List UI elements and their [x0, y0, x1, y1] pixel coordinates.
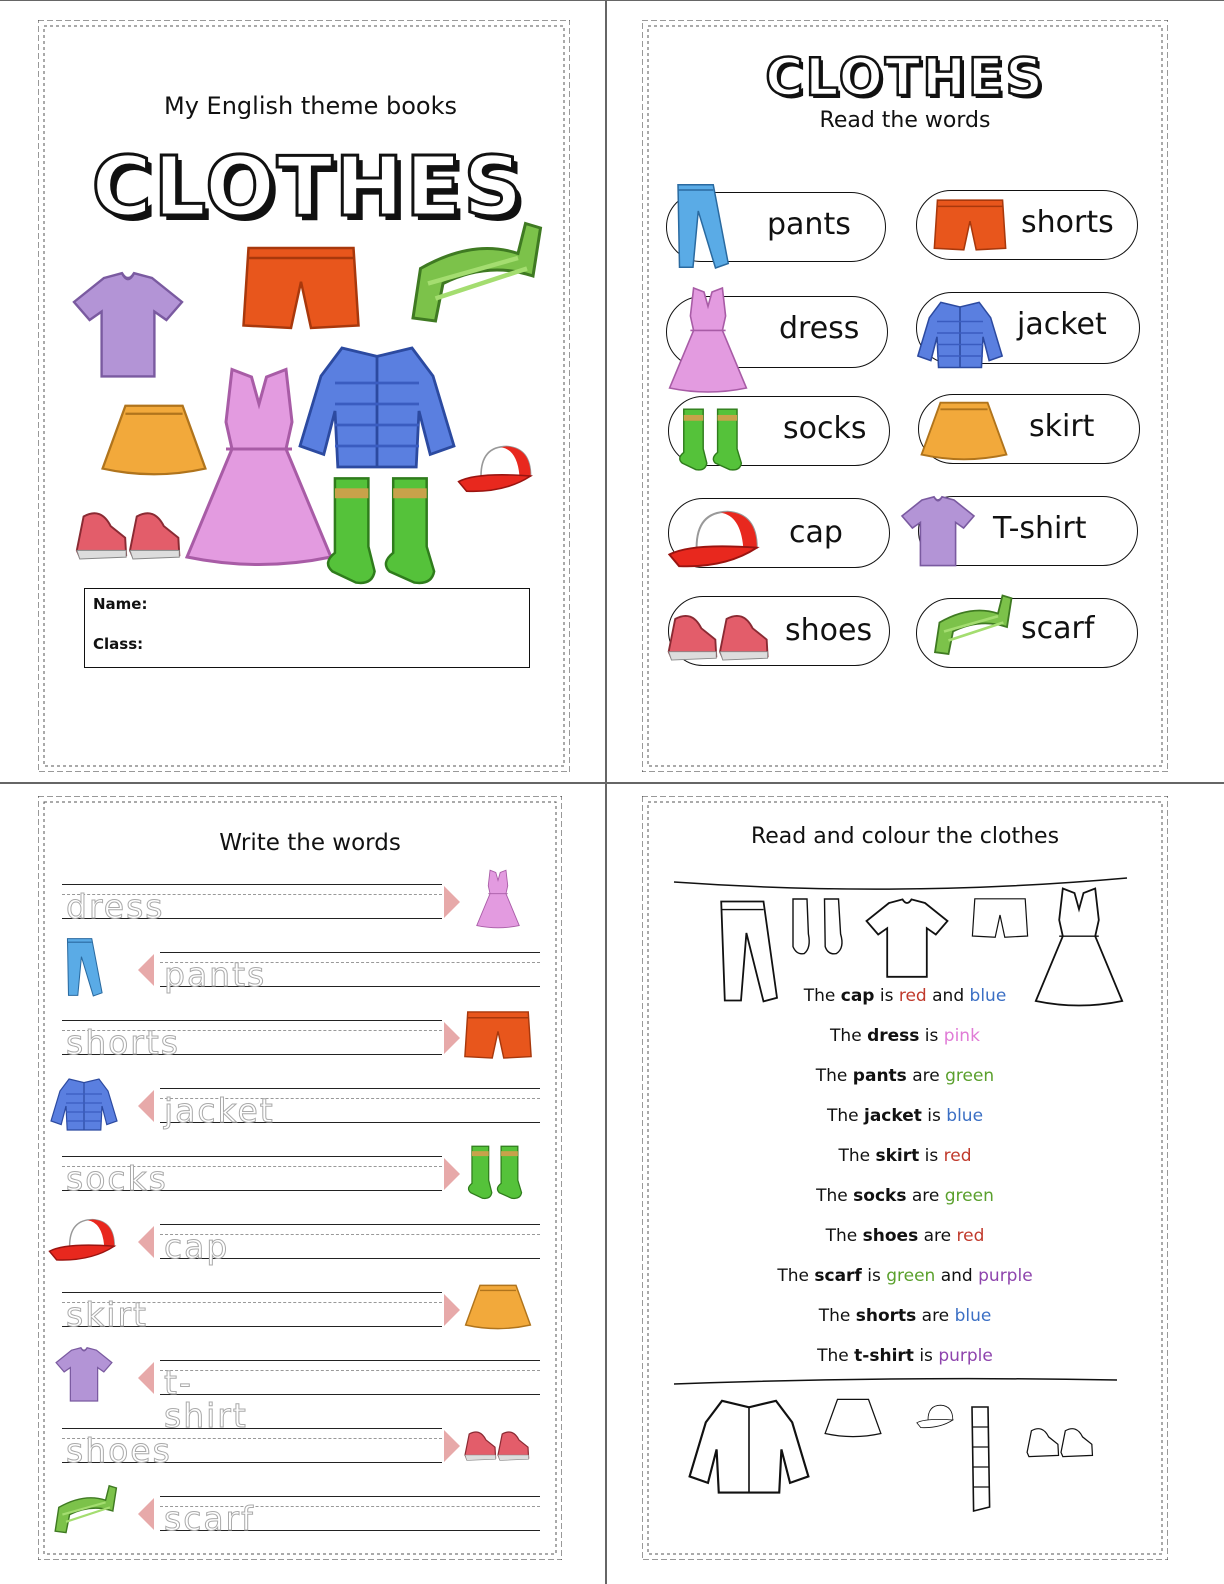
cap-outline-icon[interactable] — [916, 1398, 956, 1434]
guide-line-top — [160, 1360, 540, 1361]
colour-sentence — [642, 1026, 1168, 1046]
scarf-icon — [48, 1480, 120, 1542]
dress-icon — [184, 362, 334, 572]
trace-word[interactable]: cap — [164, 1227, 230, 1266]
sentence-colour: purple — [938, 1346, 993, 1366]
guide-line-top — [160, 1224, 540, 1225]
sentence-the: The — [815, 1066, 853, 1086]
guide-line-top — [62, 884, 442, 885]
sentence-item: dress — [867, 1026, 920, 1046]
jacket-icon — [914, 294, 1006, 372]
tshirt-icon — [68, 256, 188, 396]
trace-word[interactable]: jacket — [164, 1091, 275, 1130]
sentence-colour: green — [945, 1066, 995, 1086]
colour-sentence — [642, 1306, 1168, 1326]
sentence-colour: red — [956, 1226, 985, 1246]
arrow-icon — [138, 1090, 154, 1122]
scarf-outline-icon[interactable] — [964, 1386, 996, 1532]
colour-sentence — [642, 1106, 1168, 1126]
colour-sentence — [642, 1186, 1168, 1206]
outer-border — [0, 0, 1224, 1]
guide-line-top — [160, 1496, 540, 1497]
trace-word[interactable]: scarf — [164, 1499, 255, 1538]
sentence-item: cap — [840, 986, 875, 1006]
skirt-icon — [462, 1276, 534, 1338]
sentence-item: t-shirt — [854, 1346, 914, 1366]
sentence-verb: is — [919, 1026, 944, 1046]
vertical-divider — [605, 0, 607, 1584]
shoes-icon — [664, 600, 776, 666]
trace-word[interactable]: shorts — [66, 1023, 180, 1062]
colour-sentence — [642, 1266, 1168, 1286]
sentence-the: The — [826, 1106, 864, 1126]
scarf-icon — [926, 590, 1016, 664]
sentence-colour: blue — [969, 986, 1007, 1006]
guide-line-top — [62, 1156, 442, 1157]
sentence-the: The — [816, 1186, 854, 1206]
sentence-colour: red — [898, 986, 927, 1006]
sentence-colour: purple — [978, 1266, 1033, 1286]
guide-line-top — [62, 1020, 442, 1021]
arrow-icon — [138, 1362, 154, 1394]
sentence-colour: pink — [943, 1026, 980, 1046]
tshirt-icon — [898, 486, 978, 578]
word-dress: dress — [779, 311, 860, 346]
guide-line-top — [160, 1088, 540, 1089]
scarf-icon — [398, 216, 548, 336]
sentence-verb: is — [861, 1266, 887, 1286]
read-words-page — [642, 20, 1168, 772]
shoes-outline-icon[interactable] — [1024, 1412, 1098, 1468]
cover-subtitle: My English theme books — [164, 92, 457, 120]
shorts-icon — [226, 238, 376, 338]
word-scarf: scarf — [1021, 611, 1095, 646]
sentence-verb: is — [921, 1106, 947, 1126]
sentence-item: scarf — [814, 1266, 862, 1286]
arrow-icon — [138, 1226, 154, 1258]
write-row-shorts — [0, 1020, 180, 1062]
cap-icon — [456, 440, 538, 496]
cover-title: CLOTHES — [91, 140, 525, 235]
write-row-socks — [0, 1156, 168, 1198]
colour-sentences — [642, 986, 1168, 1376]
word-skirt: skirt — [1029, 409, 1095, 444]
word-pants: pants — [767, 207, 851, 242]
trace-word[interactable]: socks — [66, 1159, 168, 1198]
sentence-colour: red — [943, 1146, 972, 1166]
class-label: Class: — [93, 635, 144, 653]
shoes-icon — [462, 1412, 534, 1474]
trace-word[interactable]: shoes — [66, 1431, 172, 1470]
tshirt-outline-icon[interactable] — [862, 894, 952, 984]
arrow-icon — [444, 1158, 460, 1190]
sentence-colour: blue — [954, 1306, 992, 1326]
shorts-outline-icon[interactable] — [968, 894, 1032, 942]
jacket-icon — [48, 1072, 120, 1134]
word-shorts: shorts — [1021, 205, 1114, 240]
trace-word[interactable]: skirt — [66, 1295, 148, 1334]
name-field[interactable] — [155, 593, 515, 617]
sentence-item: pants — [852, 1066, 907, 1086]
guide-line-top — [62, 1292, 442, 1293]
sentence-verb: are — [918, 1226, 957, 1246]
sentence-verb: is — [874, 986, 899, 1006]
sentence-verb: is — [919, 1146, 944, 1166]
word-jacket: jacket — [1017, 307, 1107, 342]
sentence-and: and — [926, 986, 970, 1006]
shorts-icon — [924, 194, 1016, 256]
arrow-icon — [138, 954, 154, 986]
arrow-icon — [444, 886, 460, 918]
skirt-outline-icon[interactable] — [822, 1396, 884, 1440]
word-shoes: shoes — [785, 613, 873, 648]
colour-sentence — [642, 1066, 1168, 1086]
colour-sentence — [642, 986, 1168, 1006]
arrow-icon — [444, 1022, 460, 1054]
socks-outline-icon[interactable] — [786, 892, 856, 962]
shorts-icon — [462, 1004, 534, 1066]
skirt-icon — [916, 398, 1012, 464]
sentence-the: The — [838, 1146, 876, 1166]
cap-icon — [666, 504, 766, 572]
tshirt-icon — [48, 1344, 120, 1406]
arrow-icon — [444, 1430, 460, 1462]
sentence-colour: blue — [946, 1106, 984, 1126]
word-cap: cap — [789, 515, 843, 550]
colour-title: Read and colour the clothes — [750, 824, 1060, 849]
write-title: Write the words — [219, 830, 401, 856]
write-row-tshirt — [0, 1360, 248, 1435]
name-label: Name: — [93, 595, 148, 613]
write-row-shoes — [0, 1428, 172, 1470]
sentence-the: The — [818, 1306, 856, 1326]
class-field[interactable] — [155, 633, 515, 657]
sentence-verb: are — [906, 1186, 945, 1206]
dress-icon — [666, 284, 750, 396]
colour-sentence — [642, 1146, 1168, 1166]
word-socks: socks — [783, 411, 867, 446]
sentence-colour: green — [944, 1186, 994, 1206]
write-row-dress — [0, 884, 165, 926]
sentence-and: and — [935, 1266, 979, 1286]
horizontal-divider — [0, 782, 1224, 784]
colour-sentence — [642, 1346, 1168, 1366]
sentence-verb: are — [916, 1306, 955, 1326]
write-row-skirt — [0, 1292, 148, 1334]
sentence-verb: are — [906, 1066, 946, 1086]
trace-word[interactable]: pants — [164, 955, 267, 994]
write-row-jacket — [0, 1088, 275, 1130]
pants-icon — [672, 172, 732, 280]
jacket-outline-icon[interactable] — [684, 1390, 814, 1498]
arrow-icon — [444, 1294, 460, 1326]
socks-icon — [322, 466, 452, 590]
sentence-colour: green — [886, 1266, 936, 1286]
word-tshirt: T-shirt — [993, 511, 1087, 546]
colour-page — [642, 796, 1168, 1560]
dress-icon — [462, 868, 534, 930]
sentence-the: The — [825, 1226, 863, 1246]
pants-icon — [48, 936, 120, 998]
socks-icon — [668, 402, 760, 474]
write-row-scarf — [0, 1496, 255, 1538]
sentence-the: The — [777, 1266, 815, 1286]
guide-line-top — [62, 1428, 442, 1429]
socks-icon — [462, 1140, 534, 1202]
guide-line-top — [160, 952, 540, 953]
colour-sentence — [642, 1226, 1168, 1246]
write-row-cap — [0, 1224, 230, 1266]
arrow-icon — [138, 1498, 154, 1530]
cap-icon — [48, 1208, 120, 1270]
name-class-box — [84, 588, 530, 668]
sentence-item: shorts — [855, 1306, 917, 1326]
sentence-item: shoes — [862, 1226, 919, 1246]
sentence-item: skirt — [875, 1146, 920, 1166]
write-row-pants — [0, 952, 267, 994]
sentence-the: The — [817, 1346, 855, 1366]
cover-page — [38, 20, 570, 772]
sentence-verb: is — [913, 1346, 939, 1366]
read-subtitle: Read the words — [819, 108, 991, 133]
sentence-item: jacket — [864, 1106, 922, 1126]
trace-word[interactable]: t-shirt — [164, 1363, 248, 1435]
shoes-icon — [72, 496, 188, 566]
trace-word[interactable]: dress — [66, 887, 165, 926]
sentence-the: The — [830, 1026, 868, 1046]
sentence-the: The — [803, 986, 841, 1006]
sentence-item: socks — [853, 1186, 907, 1206]
read-title: CLOTHES — [765, 48, 1045, 108]
